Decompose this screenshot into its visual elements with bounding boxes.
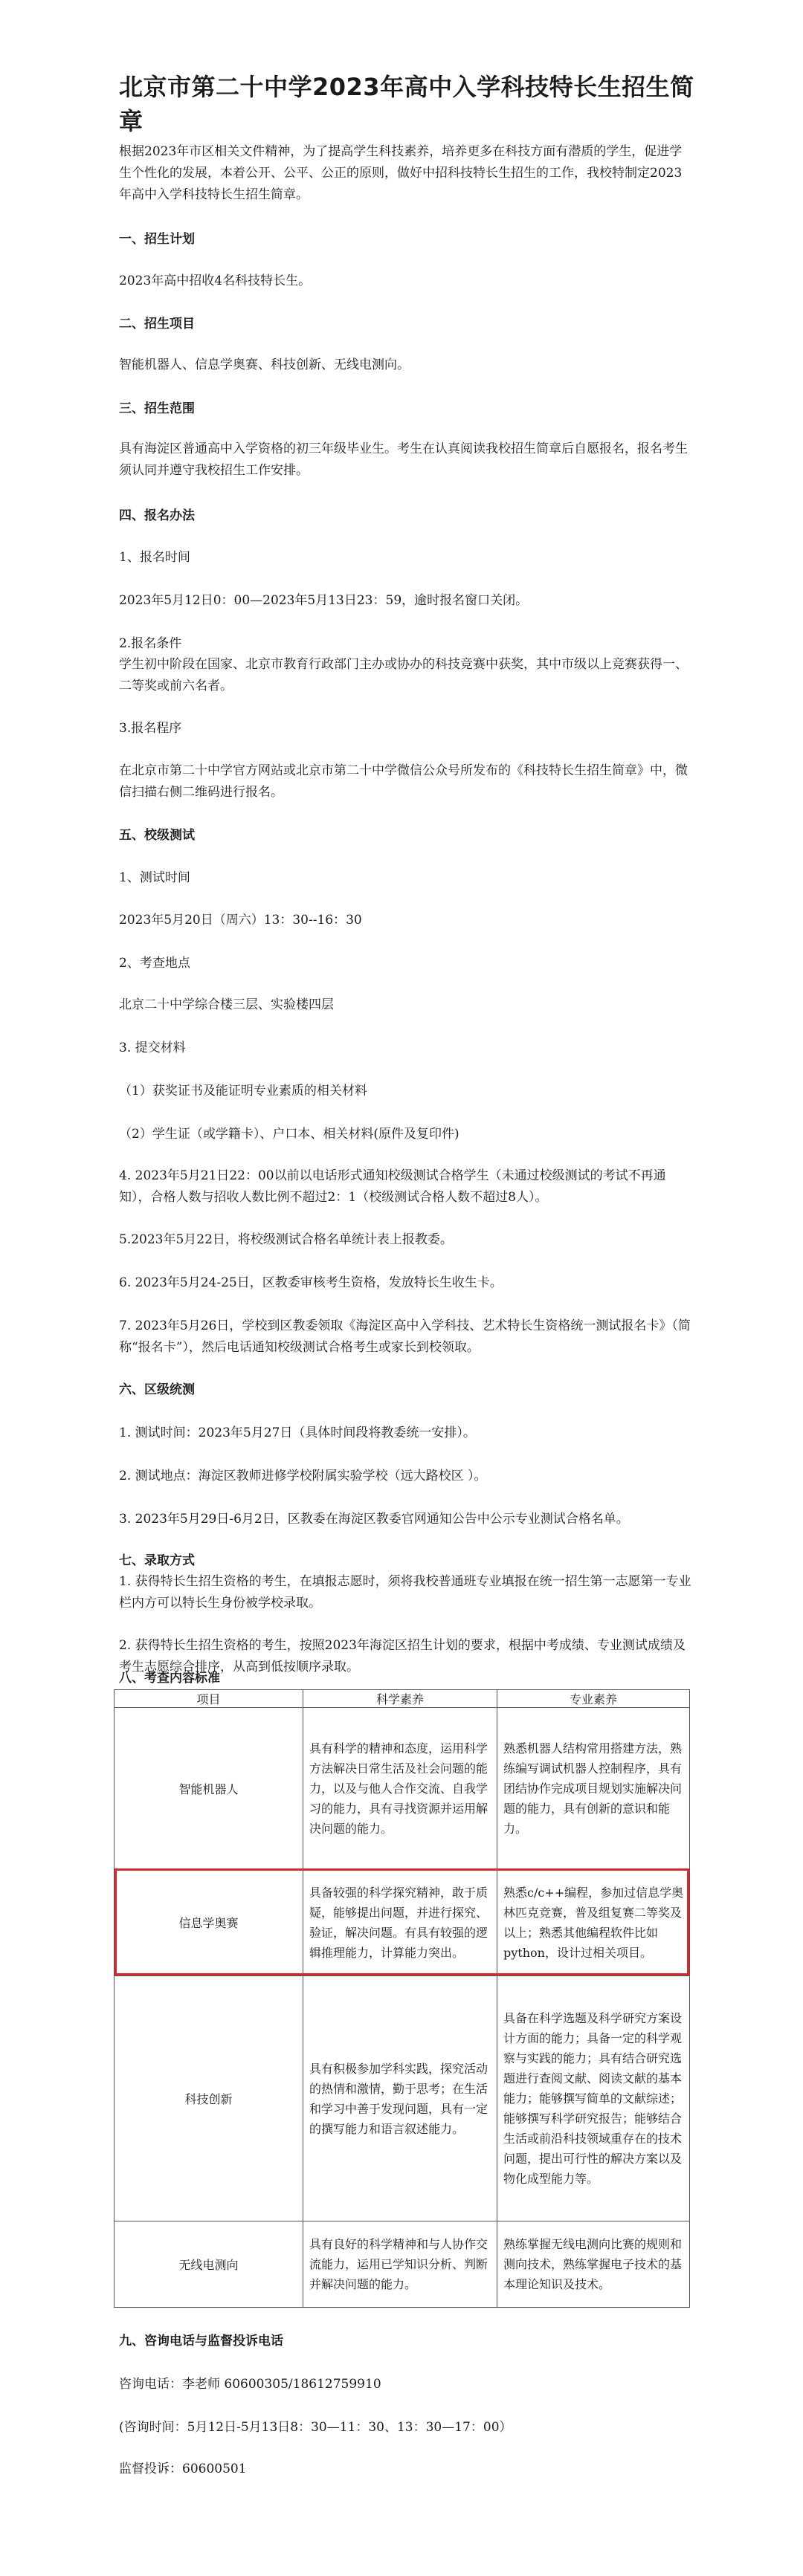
row-science-text: 具有良好的科学精神和与人协作交流能力，运用已学知识分析、判断并解决问题的能力。 bbox=[303, 2221, 497, 2308]
section-heading-district-test: 六、区级统测 bbox=[119, 1382, 195, 1397]
section-heading-plan: 一、招生计划 bbox=[119, 232, 195, 247]
section-heading-admission: 七、录取方式 bbox=[119, 1553, 195, 1568]
table-row bbox=[115, 2221, 690, 2308]
registration-time-label: 1、报名时间 bbox=[119, 550, 190, 565]
row-professional-text: 具备在科学选题及科学研究方案设计方面的能力；具备一定的科学观察与实践的能力；具有结合研究选题进行查阅文献、阅读文献的基本能力；能够撰写简单的文献综述；能够撰写科学研究报告；能够结合生活或前沿科技领域重存在的技术问题，提出可行性的解决方案以及物化成型能力等。 bbox=[497, 1976, 690, 2221]
plan-text: 2023年高中招收4名科技特长生。 bbox=[119, 274, 312, 288]
standards-table bbox=[114, 1689, 690, 2308]
column-header-professional: 专业素养 bbox=[497, 1690, 690, 1708]
registration-procedure-text: 在北京市第二十中学官方网站或北京市第二十中学微信公众号所发布的《科技特长生招生简章》中，微信扫描右侧二维码进行报名。 bbox=[119, 763, 688, 800]
admission-item-2: 2. 获得特长生招生资格的考生，按照2023年海淀区招生计划的要求，根据中考成绩、专业测试成绩及考生志愿综合排序，从高到低按顺序录取。 bbox=[119, 1638, 686, 1674]
admission-item-1: 1. 获得特长生招生资格的考生，在填报志愿时，须将我校普通班专业填报在统一招生第一志愿第一专业栏内方可以特长生身份被学校录取。 bbox=[119, 1574, 691, 1611]
registration-time-text: 2023年5月12日0：00—2023年5月13日23：59，逾时报名窗口关闭。 bbox=[119, 593, 529, 608]
district-test-item-3: 3. 2023年5月29日-6月2日，区教委在海淀区教委官网通知公告中公示专业测试合格名单。 bbox=[119, 1512, 629, 1527]
school-test-item-7: 7. 2023年5月26日，学校到区教委领取《海淀区高中入学科技、艺术特长生资格统一测试报名卡》（简称“报名卡”），然后电话通知校级测试合格考生或家长到校领取。 bbox=[119, 1318, 691, 1355]
row-project-name: 无线电测向 bbox=[115, 2221, 303, 2308]
row-science-text: 具有科学的精神和态度，运用科学方法解决日常生活及社会问题的能力，以及与他人合作交流、自我学习的能力，具有寻找资源并运用解决问题的能力。 bbox=[303, 1708, 497, 1869]
registration-condition-text: 学生初中阶段在国家、北京市教育行政部门主办或协办的科技竞赛中获奖，其中市级以上竞赛获得一、二等奖或前六名者。 bbox=[119, 657, 688, 693]
row-science-text: 具备较强的科学探究精神，敢于质疑，能够提出问题，并进行探究、验证，解决问题。有具有较强的逻辑推理能力，计算能力突出。 bbox=[303, 1869, 497, 1976]
row-project-name: 智能机器人 bbox=[115, 1708, 303, 1869]
table-row bbox=[115, 1708, 690, 1869]
school-test-materials-label: 3. 提交材料 bbox=[119, 1041, 186, 1055]
school-test-item-6: 6. 2023年5月24-25日，区教委审核考生资格，发放特长生收生卡。 bbox=[119, 1275, 503, 1290]
school-test-material-1: （1）获奖证书及能证明专业素质的相关材料 bbox=[119, 1084, 367, 1098]
page-title: 北京市第二十中学2023年高中入学科技特长生招生简章 bbox=[119, 73, 694, 135]
table-row bbox=[115, 1869, 690, 1976]
section-heading-contact: 九、咨询电话与监督投诉电话 bbox=[119, 2334, 283, 2349]
district-test-item-1: 1. 测试时间：2023年5月27日（具体时间段将教委统一安排）。 bbox=[119, 1425, 476, 1440]
supervise-phone: 监督投诉：60600501 bbox=[119, 2462, 247, 2476]
section-heading-registration: 四、报名办法 bbox=[119, 508, 195, 523]
row-professional-text: 熟练掌握无线电测向比赛的规则和测向技术，熟练掌握电子技术的基本理论知识及技术。 bbox=[497, 2221, 690, 2308]
consult-phone: 咨询电话：李老师 60600305/18612759910 bbox=[119, 2377, 381, 2392]
row-professional-text: 熟悉机器人结构常用搭建方法，熟练编写调试机器人控制程序，具有团结协作完成项目规划实施解决问题的能力，具有创新的意识和能力。 bbox=[497, 1708, 690, 1869]
projects-text: 智能机器人、信息学奥赛、科技创新、无线电测向。 bbox=[119, 357, 410, 372]
school-test-material-2: （2）学生证（或学籍卡）、户口本、相关材料(原件及复印件) bbox=[119, 1127, 459, 1142]
school-test-time-label: 1、测试时间 bbox=[119, 870, 190, 885]
table-header-row bbox=[115, 1690, 690, 1708]
section-heading-scope: 三、招生范围 bbox=[119, 401, 195, 416]
row-science-text: 具有积极参加学科实践，探究活动的热情和激情，勤于思考；在生活和学习中善于发现问题，具有一定的撰写能力和语言叙述能力。 bbox=[303, 1976, 497, 2221]
school-test-item-4: 4. 2023年5月21日22：00以前以电话形式通知校级测试合格学生（未通过校级测试的考试不再通知），合格人数与招收人数比例不超过2：1（校级测试合格人数不超过8人）。 bbox=[119, 1168, 666, 1205]
school-test-place-text: 北京二十中学综合楼三层、实验楼四层 bbox=[119, 997, 334, 1012]
district-test-item-2: 2. 测试地点：海淀区教师进修学校附属实验学校（远大路校区 ）。 bbox=[119, 1469, 487, 1483]
school-test-place-label: 2、考查地点 bbox=[119, 956, 190, 971]
registration-condition-label: 2.报名条件 bbox=[119, 636, 182, 651]
school-test-item-5: 5.2023年5月22日，将校级测试合格名单统计表上报教委。 bbox=[119, 1232, 453, 1247]
row-project-name: 科技创新 bbox=[115, 1976, 303, 2221]
table-row bbox=[115, 1976, 690, 2221]
section-heading-school-test: 五、校级测试 bbox=[119, 828, 195, 843]
school-test-time-text: 2023年5月20日（周六）13：30--16：30 bbox=[119, 913, 362, 928]
consult-hours: (咨询时间：5月12日-5月13日8：30—11：30、13：30—17：00） bbox=[119, 2420, 512, 2435]
column-header-project: 项目 bbox=[115, 1690, 303, 1708]
intro-paragraph: 根据2023年市区相关文件精神，为了提高学生科技素养，培养更多在科技方面有潜质的学生，促进学生个性化的发展，本着公开、公平、公正的原则，做好中招科技特长生招生的工作，我校特制定2023年高中入学科技特长生招生简章。 bbox=[119, 144, 683, 202]
row-professional-text: 熟悉c/c++编程，参加过信息学奥林匹克竞赛，普及组复赛二等奖及以上；熟悉其他编程软件比如python，设计过相关项目。 bbox=[497, 1869, 690, 1976]
section-heading-projects: 二、招生项目 bbox=[119, 317, 195, 331]
section-heading-standards: 八、考查内容标准 bbox=[119, 1671, 220, 1686]
registration-procedure-label: 3.报名程序 bbox=[119, 721, 182, 736]
column-header-science: 科学素养 bbox=[303, 1690, 497, 1708]
row-project-name: 信息学奥赛 bbox=[115, 1869, 303, 1976]
scope-text: 具有海淀区普通高中入学资格的初三年级毕业生。考生在认真阅读我校招生简章后自愿报名，报名考生须认同并遵守我校招生工作安排。 bbox=[119, 441, 688, 478]
